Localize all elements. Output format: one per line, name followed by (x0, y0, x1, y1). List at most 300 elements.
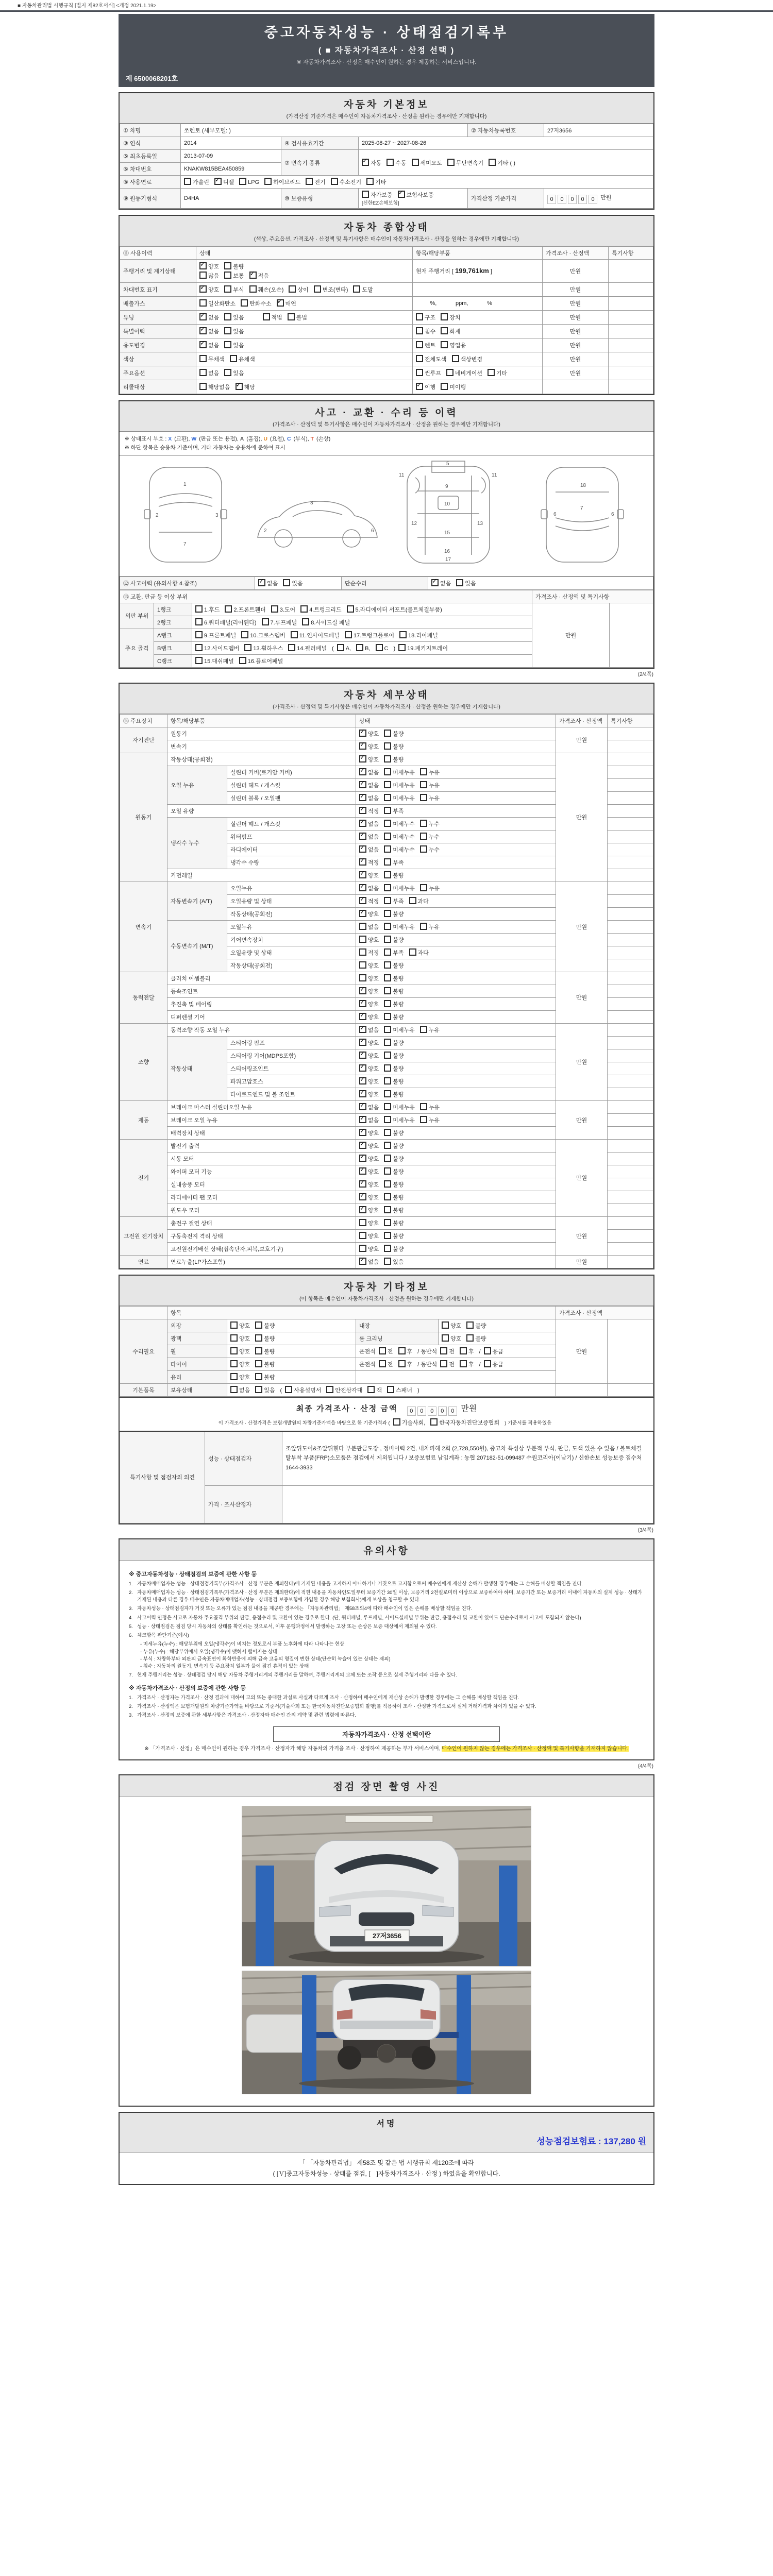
note-cell (608, 727, 653, 740)
notice-item (129, 1632, 644, 1639)
status-cell (356, 894, 556, 907)
unchecked-option: 양호 (442, 1334, 461, 1343)
checkbox-checked-icon (199, 262, 207, 269)
checkbox-unchecked-icon (224, 313, 231, 320)
checkbox-checked-icon (277, 299, 284, 307)
checkbox-unchecked-icon (446, 369, 453, 376)
item-cell: 현재 주행거리 [ 199,761km ] (413, 260, 543, 283)
note-cell (608, 843, 653, 856)
checked-option: ✓ 양호 (359, 1077, 379, 1086)
note-cell (608, 946, 653, 959)
rankB-options (192, 641, 532, 654)
label-model-year: ③ 연식 (120, 137, 181, 150)
group-main-frame: 주요 골격 (120, 629, 154, 667)
checkbox-unchecked-icon (199, 299, 207, 307)
checkbox-unchecked-icon (420, 845, 427, 853)
confirmation-line-2: ( [Ｖ]중고자동차성능 · 상태를 점검, [ ]자동차가격조사 · 산정 ) 하였음을 확인합니다. (273, 2170, 500, 2177)
checkbox-unchecked-icon (199, 272, 207, 279)
checked-option: ✓ 없음 (359, 781, 379, 789)
price-cell: 만원 (543, 352, 609, 366)
notice-sub-item: - 미세누유(누수) : 해당부위에 오일(냉각수)이 비치는 정도로서 부품 노후화에 따라 나타나는 현상 (140, 1641, 345, 1648)
notices-section1-head: ※ 중고자동차성능 · 상태점검의 보증에 관한 사항 등 (129, 1571, 257, 1578)
device-cell: 전기 (120, 1139, 167, 1216)
state-code-A: A (240, 436, 244, 442)
item-cell (413, 352, 543, 366)
checkbox-unchecked-icon (420, 833, 427, 840)
checkbox-unchecked-icon (384, 897, 391, 904)
checkbox-checked-icon (359, 742, 366, 750)
item-a-options (227, 1319, 356, 1332)
checkbox-checked-icon (359, 910, 366, 917)
checkbox-checked-icon (359, 1155, 366, 1162)
section-accident-history (119, 400, 654, 669)
item-cell (413, 366, 543, 380)
label-accident-history: ⑫ 사고이력 (유의사항 4.참조) (120, 577, 255, 589)
unchecked-option: 하이브리드 (264, 178, 300, 186)
final-price-label: 최종 가격조사 · 산정 금액 (296, 1404, 398, 1413)
checkbox-unchecked-icon (195, 605, 203, 613)
col-usage-history: ⑪ 사용이력 (120, 247, 196, 260)
other-info-table (120, 1306, 653, 1397)
checkbox-unchecked-icon (384, 1052, 391, 1059)
unchecked-option: 미세누유 (384, 923, 415, 931)
unchecked-option: 있음 (456, 579, 476, 587)
unchecked-option: 양호 (230, 1373, 250, 1381)
unchecked-option: 미세누유 (384, 768, 415, 776)
unchecked-option: 3.도어 (271, 605, 295, 614)
note-cell (608, 804, 653, 817)
unchecked-option: 양호 (230, 1321, 250, 1330)
item-cell: 오일유량 및 상태 (227, 894, 356, 907)
checkbox-checked-icon (359, 1026, 366, 1033)
notice-number: 1. (129, 1694, 133, 1701)
unchecked-option: 불량 (466, 1321, 486, 1330)
state-code-T: T (310, 436, 314, 442)
item-a-options (227, 1358, 356, 1370)
checkbox-unchecked-icon (241, 299, 248, 307)
price-cell: 만원 (556, 1216, 608, 1255)
note-cell (608, 869, 653, 882)
checked-option: ✓ 보험사보증 (398, 191, 434, 199)
notice-text: 체크항목 판단기준(예시) (137, 1633, 189, 1639)
svg-text:13: 13 (477, 520, 483, 527)
note-cell (610, 603, 653, 667)
status-cell (356, 1229, 556, 1242)
unchecked-option: 응급 (484, 1360, 503, 1368)
section-notices (119, 1538, 654, 1761)
checkbox-checked-icon (359, 845, 366, 853)
checkbox-unchecked-icon (359, 1232, 366, 1239)
value-car-name: 쏘렌토 (세부모델: ) (181, 124, 468, 137)
note-cell (608, 1062, 653, 1075)
label-reg-no: ② 자동차등록번호 (468, 124, 544, 137)
checked-option: ✓ 없음 (258, 579, 278, 587)
status-cell (356, 1216, 556, 1229)
device-cell: 원동기 (120, 753, 167, 882)
unchecked-option: 누유 (420, 923, 440, 931)
checkbox-unchecked-icon (384, 871, 391, 878)
checkbox-unchecked-icon (466, 1334, 474, 1342)
checkbox-checked-icon (359, 1090, 366, 1097)
checkbox-unchecked-icon (420, 1026, 427, 1033)
sub-group-cell: 작동상태 (167, 1036, 227, 1100)
col-status: 상태 (356, 714, 556, 727)
note-cell (608, 1383, 653, 1396)
corner-cell (120, 1306, 167, 1319)
item-cell: 동력조향 작동 오일 누유 (167, 1023, 356, 1036)
notice-text: 현재 주행거리는 성능 · 상태점검 당시 해당 자동차 주행거리계의 주행거리를 말하며, 주행거리계의 교체 또는 조작 등으로 실제 주행거리와 다를 수 있다. (137, 1672, 458, 1679)
checkbox-checked-icon (359, 1000, 366, 1007)
unchecked-option: 유채색 (230, 355, 255, 363)
detail-subtitle: (가격조사 · 산정액 및 특기사항은 매수인이 자동차가격조사 · 산정을 원하는 경우에만 기재합니다) (273, 703, 500, 710)
note-cell (608, 753, 653, 766)
svg-text:1: 1 (183, 481, 187, 487)
unchecked-option: 기타 ( ) (489, 159, 515, 167)
device-cell: 동력전달 (120, 972, 167, 1023)
option-text: 운전석 (359, 1348, 376, 1355)
checkbox-unchecked-icon (460, 1347, 467, 1354)
overall-table-mount (120, 246, 653, 394)
checkbox-unchecked-icon (420, 794, 427, 801)
detail-table-mount (120, 714, 653, 1268)
checkbox-unchecked-icon (420, 820, 427, 827)
unchecked-option: 장치 (441, 313, 460, 321)
item-a-label: 타이어 (167, 1358, 227, 1370)
checked-option: ✓ 양호 (359, 1206, 379, 1214)
value-fuel (181, 176, 653, 189)
unchecked-option: 양호 (359, 1245, 379, 1253)
unchecked-option: 적법 (263, 313, 282, 321)
status-cell (356, 856, 556, 869)
rank1-label: 1랭크 (154, 603, 192, 616)
unchecked-option: 13.휠하우스 (244, 644, 283, 652)
unchecked-option: 후 (460, 1360, 474, 1368)
status-cell (356, 1139, 556, 1152)
notice-text: 사고이력 인정은 사고로 자동차 주요골격 부위의 판금, 용접수리 및 교환이 있는 경우로 한다. (단, 쿼터패널, 루프패널, 사이드실패널 부위는 판금, 용접수리 및 교환이 있어도 단순수리로서 사고에 포함되지 않는다) (137, 1615, 581, 1621)
svg-text:17: 17 (445, 556, 451, 563)
checkbox-checked-icon (359, 897, 366, 904)
status-cell (356, 933, 556, 946)
unchecked-option: 양호 (230, 1334, 250, 1343)
label-exchange-areas: ⑬ 교환, 판금 등 이상 부위 (120, 590, 532, 603)
note-cell (608, 985, 653, 997)
unchecked-option: 후 (398, 1360, 413, 1368)
item-cell: 커먼레일 (167, 869, 356, 882)
unchecked-option: 과다 (409, 897, 429, 905)
unchecked-option: 없음 (199, 369, 219, 377)
final-price-digit: 0 (428, 1406, 436, 1416)
device-cell: 고전원 전기장치 (120, 1216, 167, 1255)
accident-flag-table (120, 577, 653, 590)
status-cell (196, 325, 413, 338)
checkbox-unchecked-icon (441, 313, 448, 320)
item-cell: 연료누출(LP가스포함) (167, 1255, 356, 1268)
note-cell (608, 1191, 653, 1204)
unchecked-option: 렌트 (416, 341, 435, 349)
unchecked-option: 불량 (384, 1155, 404, 1163)
item-cell: 파워고압호스 (227, 1075, 356, 1088)
checkbox-unchecked-icon (398, 1347, 406, 1354)
checked-option: ✓ 양호 (359, 1000, 379, 1008)
checkbox-unchecked-icon (384, 1039, 391, 1046)
state-code-desc: (판금 또는 용접), (199, 436, 239, 442)
checkbox-checked-icon (359, 987, 366, 994)
checkbox-unchecked-icon (420, 781, 427, 788)
checkbox-unchecked-icon (384, 742, 391, 750)
option-text: / (479, 1348, 481, 1355)
unchecked-option: 화재 (441, 327, 460, 335)
note-cell (609, 325, 653, 338)
item-cell: 발전기 출력 (167, 1139, 356, 1152)
note-cell (608, 1242, 653, 1255)
checked-option: ✓ 매연 (277, 299, 296, 308)
unchecked-option: 불량 (384, 1245, 404, 1253)
rankA-label: A랭크 (154, 629, 192, 641)
accident-title: 사고 · 교환 · 수리 등 이력 (315, 408, 458, 418)
notice-item (129, 1589, 644, 1604)
status-cell (356, 1036, 556, 1049)
status-cell (356, 1191, 556, 1204)
price-cell: 만원 (543, 325, 609, 338)
note-cell (609, 338, 653, 352)
price-digit: 0 (547, 195, 556, 204)
checkbox-unchecked-icon (384, 1000, 391, 1007)
basic-info-title: 자동차 기본정보 (344, 99, 429, 110)
other-title: 자동차 기타정보 (344, 1281, 429, 1293)
unchecked-option: 무채색 (199, 355, 225, 363)
unchecked-option: 누유 (420, 768, 440, 776)
unchecked-option: 15.대쉬패널 (195, 657, 234, 665)
vehicle-diagrams (120, 456, 653, 577)
checkbox-checked-icon (199, 327, 207, 334)
price-cell: 만원 (556, 1139, 608, 1216)
unchecked-option: 16.플로어패널 (239, 657, 283, 665)
document-subtitle: ( ■ 자동차가격조사 · 산정 선택 ) (318, 46, 455, 55)
option-text: / 동반석 (417, 1348, 438, 1355)
note-cell (608, 766, 653, 778)
checkbox-unchecked-icon (249, 285, 257, 293)
checkbox-checked-icon (359, 730, 366, 737)
note-cell (608, 972, 653, 985)
unchecked-option: 해당없음 (199, 383, 230, 391)
unchecked-option: 색상변경 (452, 355, 483, 363)
checkbox-unchecked-icon (384, 845, 391, 853)
note-cell (609, 283, 653, 297)
note-cell (608, 1023, 653, 1036)
checkbox-unchecked-icon (384, 1219, 391, 1226)
unchecked-option: 보통 (224, 272, 244, 280)
checkbox-unchecked-icon (384, 1167, 391, 1175)
state-code-C: C (287, 436, 291, 442)
col-main-device: ⑭ 주요장치 (120, 714, 167, 727)
unchecked-option: 전 (379, 1347, 393, 1355)
note-cell (608, 1100, 653, 1113)
state-code-desc: (요철), (270, 436, 286, 442)
row-label: 특별이력 (120, 325, 196, 338)
checkbox-unchecked-icon (416, 355, 423, 362)
unchecked-option: 변조(변타) (314, 285, 348, 294)
checkbox-unchecked-icon (199, 383, 207, 390)
item-cell: 스티어링 기어(MDPS포함) (227, 1049, 356, 1062)
value-accident-history (255, 577, 342, 589)
checkbox-unchecked-icon (409, 948, 416, 956)
inspection-photo-rear (242, 1971, 531, 2094)
status-cell (356, 959, 556, 972)
item-cell: 기어변속장치 (227, 933, 356, 946)
item-cell (413, 311, 543, 325)
detail-table (120, 714, 653, 1268)
col-price: 가격조사 · 산정액 (543, 247, 609, 260)
device-cell: 연료 (120, 1255, 167, 1268)
inspector-opinion-text: 조앞뒤도어&조앞뒤휀다 부분판금도장 , 정비이력 2건, 내차피해 2회 (2,728,550원), 중고차 특성상 부분적 부식, 판금, 도색 있을 수 있음 / 볼트체결 탈부착 부품(FRP)소모품은 점검에서 제외됩니다 / 보증보험료 납입계좌 : 농협 207182-51-099487 수원코리아(이남기) / 신한손보 성능보증 접수처 1644-3933 (282, 1431, 653, 1486)
unchecked-option: 누유 (420, 1026, 440, 1034)
state-code-X: X (168, 436, 172, 442)
notice-number: 6. (129, 1633, 133, 1639)
opinion-table-mount (120, 1431, 653, 1523)
checked-option: ✓ 자동 (362, 159, 381, 167)
checkbox-unchecked-icon (384, 1206, 391, 1213)
label-vin: ⑥ 차대번호 (120, 163, 181, 176)
checkbox-unchecked-icon (225, 605, 232, 613)
accident-header (120, 401, 653, 432)
unchecked-option: 후 (398, 1347, 413, 1355)
note-cell (608, 959, 653, 972)
unchecked-option: 미세누유 (384, 884, 415, 892)
checkbox-checked-icon (359, 820, 366, 827)
checkbox-unchecked-icon (230, 1347, 238, 1354)
checkbox-checked-icon (214, 178, 222, 185)
checkbox-unchecked-icon (199, 369, 207, 376)
status-cell (356, 1178, 556, 1191)
unchecked-option: 수소전기 (331, 178, 362, 186)
checkbox-unchecked-icon (384, 987, 391, 994)
price-cell: 만원 (543, 260, 609, 283)
photos-title: 점검 장면 촬영 사진 (333, 1782, 440, 1793)
rank2-label: 2랭크 (154, 616, 192, 629)
accident-table-mount (120, 577, 653, 668)
item-cell: 등속조인트 (167, 985, 356, 997)
unchecked-option: 전 (440, 1360, 455, 1368)
checkbox-unchecked-icon (384, 807, 391, 814)
document-title: 중고자동차성능 · 상태점검기록부 (264, 25, 509, 40)
final-price-digit: 0 (417, 1406, 426, 1416)
checked-option: ✓ 양호 (359, 1142, 379, 1150)
checkbox-unchecked-icon (384, 948, 391, 956)
notice-text: 자동차성능 · 상태점검자가 거짓 또는 오류가 있는 점검 내용을 제공한 경우에는 「자동차관리법」 제58조의4에 따라 매수인이 입은 손해를 배상할 책임을 진다. (137, 1606, 473, 1612)
basic-info-table-mount (120, 124, 653, 209)
note-cell (608, 856, 653, 869)
unchecked-option: 탄화수소 (241, 299, 272, 308)
unchecked-option: 19.패키지트레이 (398, 644, 448, 652)
unchecked-option: 부족 (384, 858, 404, 867)
checkbox-unchecked-icon (384, 755, 391, 762)
unchecked-option: C (376, 644, 389, 652)
masthead (119, 14, 654, 87)
notice-item (129, 1581, 644, 1588)
unchecked-option: 불량 (384, 1000, 404, 1008)
state-code-U: U (263, 436, 267, 442)
unchecked-option: 누유 (420, 1116, 440, 1124)
checkbox-unchecked-icon (384, 936, 391, 943)
unchecked-option: 누유 (420, 781, 440, 789)
svg-text:7: 7 (580, 505, 583, 511)
checkbox-unchecked-icon (224, 262, 231, 269)
item-cell (413, 297, 543, 311)
option-text: ) 기준서를 적용하였음 (505, 1420, 552, 1426)
checkbox-unchecked-icon (224, 285, 231, 293)
unchecked-option: 썬루프 (416, 369, 441, 377)
item-a-options (227, 1332, 356, 1345)
checkbox-unchecked-icon (384, 1116, 391, 1123)
checkbox-unchecked-icon (224, 272, 231, 279)
checkbox-checked-icon (359, 1064, 366, 1072)
checkbox-unchecked-icon (224, 341, 231, 348)
checkbox-checked-icon (359, 1129, 366, 1136)
item-cell: 오일유량 및 상태 (227, 946, 356, 959)
checkbox-checked-icon (359, 755, 366, 762)
note-cell (608, 933, 653, 946)
col-note: 특기사항 (609, 247, 653, 260)
checkbox-unchecked-icon (384, 768, 391, 775)
checked-option: ✓ 없음 (359, 845, 379, 854)
price-appraisal-box-text: ※ 「가격조사 · 산정」은 매수인이 원하는 경우 가격조사 · 산정자가 해당 자동차의 가격을 조사 · 산정하여 제공하는 부가 서비스이며, 매수인이 원하지 않는 경우에는 가격조사 · 산정액 및 특기사항을 기재하지 않습니다. (144, 1746, 629, 1752)
status-cell (356, 882, 556, 894)
option-text: 운전석 (359, 1361, 376, 1368)
status-cell (356, 830, 556, 843)
checkbox-unchecked-icon (263, 313, 270, 320)
sub-group-cell: 수동변속기 (M/T) (167, 920, 227, 972)
note-cell (608, 1113, 653, 1126)
checkbox-unchecked-icon (359, 948, 366, 956)
device-cell: 변속기 (120, 882, 167, 972)
checkbox-unchecked-icon (384, 1013, 391, 1020)
value-first-registration: 2013-07-09 (181, 150, 281, 163)
price-cell: 만원 (556, 753, 608, 882)
unchecked-option: 1.후드 (195, 605, 220, 614)
checkbox-unchecked-icon (239, 657, 246, 664)
item-cell: 추진축 및 베어링 (167, 997, 356, 1010)
checked-option: ✓ 양호 (359, 1167, 379, 1176)
page-mark-3: (3/4쪽) (637, 1527, 653, 1533)
item-empty (356, 1370, 556, 1383)
item-cell: 오일 유량 (167, 804, 356, 817)
overall-header (120, 216, 653, 246)
notice-item (129, 1703, 644, 1710)
status-cell (196, 311, 413, 325)
checkbox-unchecked-icon (384, 884, 391, 891)
checkbox-unchecked-icon (262, 618, 269, 625)
state-code-legend (120, 432, 653, 456)
checked-option: ✓ 없음 (199, 341, 219, 349)
group-basic-items: 기본품목 (120, 1383, 167, 1396)
other-header (120, 1276, 653, 1306)
item-cell: 실린더 헤드 / 개스킷 (227, 817, 356, 830)
notice-item (129, 1615, 644, 1622)
checkbox-checked-icon (359, 871, 366, 878)
item-cell (413, 338, 543, 352)
option-text: / (479, 1361, 481, 1368)
item-cell: 스티어링조인트 (227, 1062, 356, 1075)
checkbox-unchecked-icon (440, 1347, 447, 1354)
checkbox-unchecked-icon (230, 1386, 238, 1393)
notices-title: 유의사항 (363, 1545, 410, 1556)
item-cell: 와이퍼 모터 기능 (167, 1165, 356, 1178)
sub-group-cell: 오일 누유 (167, 766, 227, 804)
legend-prefix: ※ 상태표시 부호 : (125, 436, 169, 442)
signature-band (120, 2113, 653, 2152)
label-engine-type: ⑨ 원동기형식 (120, 189, 181, 209)
svg-text:11: 11 (399, 472, 405, 478)
